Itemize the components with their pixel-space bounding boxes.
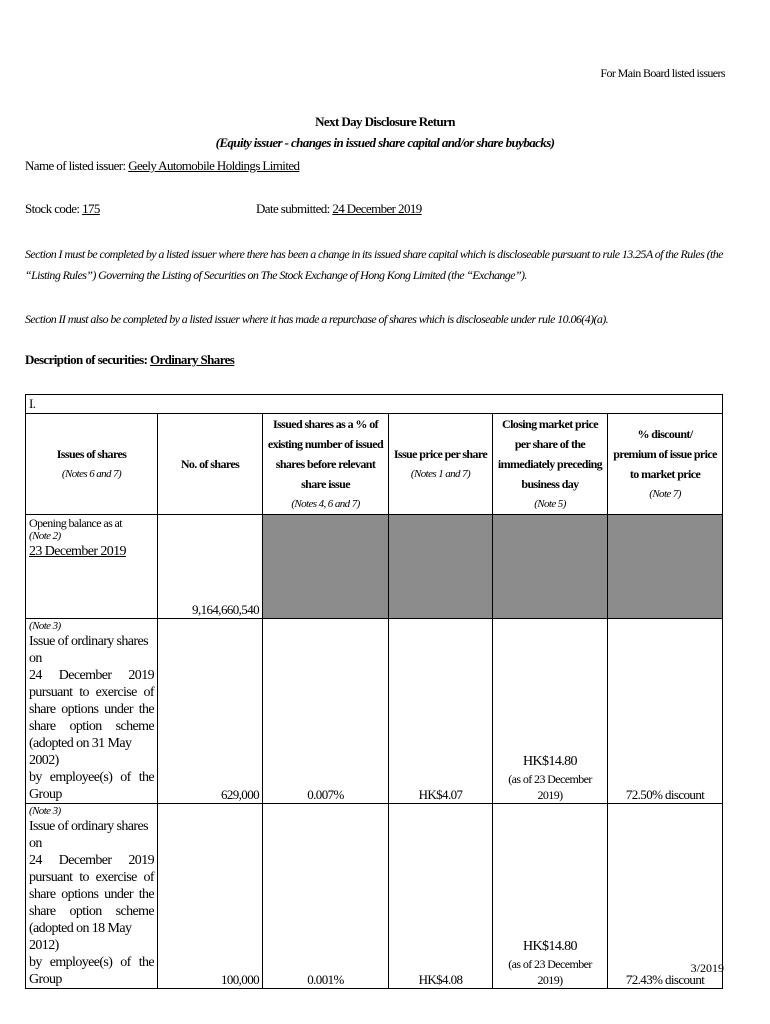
issuer-line bbox=[25, 158, 299, 174]
row-no-of-shares: 100,000 bbox=[158, 804, 263, 989]
col-issues-label: Issues of shares bbox=[56, 447, 127, 461]
issue-line: Issue of ordinary shares on bbox=[29, 819, 148, 851]
col-price-note: (Notes 1 and 7) bbox=[410, 468, 471, 480]
opening-balance-cell bbox=[26, 515, 158, 619]
issue-line: share options under the bbox=[29, 887, 154, 902]
instructions-line-2: “Listing Rules”) Governing the Listing of Securities on The Stock Exchange of Hong Kong Limited (the “Exchange”). bbox=[25, 268, 527, 282]
col-close-line-4: business day bbox=[521, 477, 579, 491]
issue-description bbox=[26, 619, 158, 804]
issue-line: share option scheme bbox=[29, 904, 154, 919]
col-close-note: (Note 5) bbox=[534, 498, 566, 510]
row-closing-price bbox=[493, 804, 608, 989]
opening-balance-row bbox=[26, 515, 723, 619]
closing-price-date: (as of 23 December 2019) bbox=[508, 957, 592, 987]
col-pct-line-1: Issued shares as a % of bbox=[273, 417, 378, 431]
col-close-line-2: per share of the bbox=[514, 437, 586, 451]
securities-line bbox=[25, 352, 234, 368]
issue-line: share option scheme bbox=[29, 719, 154, 734]
col-issues-of-shares bbox=[26, 414, 158, 515]
issue-line: Issue of ordinary shares on bbox=[29, 634, 148, 666]
col-disc-note: (Note 7) bbox=[649, 488, 681, 500]
stock-code-label: Stock code: bbox=[25, 201, 83, 216]
section-one-instructions bbox=[25, 244, 730, 286]
col-issued-pct bbox=[263, 414, 389, 515]
date-submitted-value: 24 December 2019 bbox=[332, 201, 422, 216]
row-issued-pct: 0.007% bbox=[263, 619, 389, 804]
page-title: Next Day Disclosure Return bbox=[315, 114, 455, 129]
issuer-name: Geely Automobile Holdings Limited bbox=[128, 158, 300, 173]
closing-price-value: HK$14.80 bbox=[523, 939, 577, 954]
greyed-cell bbox=[493, 515, 608, 619]
col-close-line-3: immediately preceding bbox=[497, 457, 603, 471]
col-disc-line-3: to market price bbox=[629, 467, 701, 481]
issue-note: (Note 3) bbox=[29, 620, 61, 632]
issue-line: (adopted on 18 May 2012) bbox=[29, 921, 132, 953]
greyed-cell bbox=[263, 515, 389, 619]
section-two-instructions: Section II must also be completed by a listed issuer where it has made a repurchase of shares which is discloseable under rule 10.06(4)(a). bbox=[25, 312, 609, 326]
col-issues-note: (Notes 6 and 7) bbox=[61, 468, 122, 480]
securities-value: Ordinary Shares bbox=[149, 352, 235, 367]
col-close-line-1: Closing market price bbox=[502, 417, 598, 431]
row-issue-price: HK$4.08 bbox=[389, 804, 493, 989]
issue-line: 24 December 2019 bbox=[29, 668, 154, 683]
col-no-of-shares bbox=[158, 414, 263, 515]
col-closing-price bbox=[493, 414, 608, 515]
date-submitted-label: Date submitted: bbox=[256, 201, 333, 216]
col-no-shares-label: No. of shares bbox=[180, 457, 240, 471]
issue-note: (Note 3) bbox=[29, 805, 61, 817]
issue-line: pursuant to exercise of bbox=[29, 870, 154, 885]
issue-line: Group bbox=[29, 787, 62, 802]
issue-line: pursuant to exercise of bbox=[29, 685, 154, 700]
col-discount bbox=[608, 414, 723, 515]
issue-line: (adopted on 31 May 2002) bbox=[29, 736, 132, 768]
row-issued-pct: 0.001% bbox=[263, 804, 389, 989]
opening-balance-shares: 9,164,660,540 bbox=[158, 515, 263, 619]
date-submitted-line bbox=[256, 201, 422, 217]
col-price-label: Issue price per share bbox=[393, 447, 488, 461]
col-pct-line-4: share issue bbox=[301, 477, 350, 491]
col-pct-line-2: existing number of issued bbox=[267, 437, 384, 451]
page-number: 3/2019 bbox=[690, 961, 724, 975]
issue-line: 24 December 2019 bbox=[29, 853, 154, 868]
stock-code-value: 175 bbox=[82, 201, 100, 216]
page-subtitle: (Equity issuer - changes in issued share capital and/or share buybacks) bbox=[215, 135, 555, 150]
issue-line: Group bbox=[29, 972, 62, 987]
issue-description bbox=[26, 804, 158, 989]
greyed-cell bbox=[608, 515, 723, 619]
securities-label: Description of securities: bbox=[25, 352, 150, 367]
stock-code-line bbox=[25, 201, 100, 217]
row-no-of-shares: 629,000 bbox=[158, 619, 263, 804]
closing-price-value: HK$14.80 bbox=[523, 754, 577, 769]
issue-line: by employee(s) of the bbox=[29, 955, 154, 970]
disclosure-table bbox=[25, 394, 723, 989]
table-row bbox=[26, 619, 723, 804]
issue-line: share options under the bbox=[29, 702, 154, 717]
closing-price-date: (as of 23 December 2019) bbox=[508, 772, 592, 802]
row-issue-price: HK$4.07 bbox=[389, 619, 493, 804]
opening-balance-note: (Note 2) bbox=[29, 530, 61, 542]
row-discount: 72.43% discount bbox=[608, 804, 723, 989]
col-disc-line-1: % discount/ bbox=[637, 427, 693, 441]
col-disc-line-2: premium of issue price bbox=[613, 447, 717, 461]
issue-line: by employee(s) of the bbox=[29, 770, 154, 785]
row-discount: 72.50% discount bbox=[608, 619, 723, 804]
header-note: For Main Board listed issuers bbox=[600, 66, 725, 80]
opening-balance-label: Opening balance as at bbox=[29, 516, 123, 530]
row-closing-price bbox=[493, 619, 608, 804]
issuer-label: Name of listed issuer: bbox=[25, 158, 129, 173]
col-pct-line-3: shares before relevant bbox=[275, 457, 376, 471]
table-header-row bbox=[26, 414, 723, 515]
col-issue-price bbox=[389, 414, 493, 515]
greyed-cell bbox=[389, 515, 493, 619]
table-row bbox=[26, 804, 723, 989]
instructions-line-1: Section I must be completed by a listed issuer where there has been a change in its issued share capital which is discloseable pursuant to rule 13.25A of the Rules (the bbox=[25, 247, 723, 261]
opening-balance-date: 23 December 2019 bbox=[29, 544, 126, 559]
col-pct-note: (Notes 4, 6 and 7) bbox=[291, 498, 360, 510]
section-label: I. bbox=[26, 395, 723, 414]
